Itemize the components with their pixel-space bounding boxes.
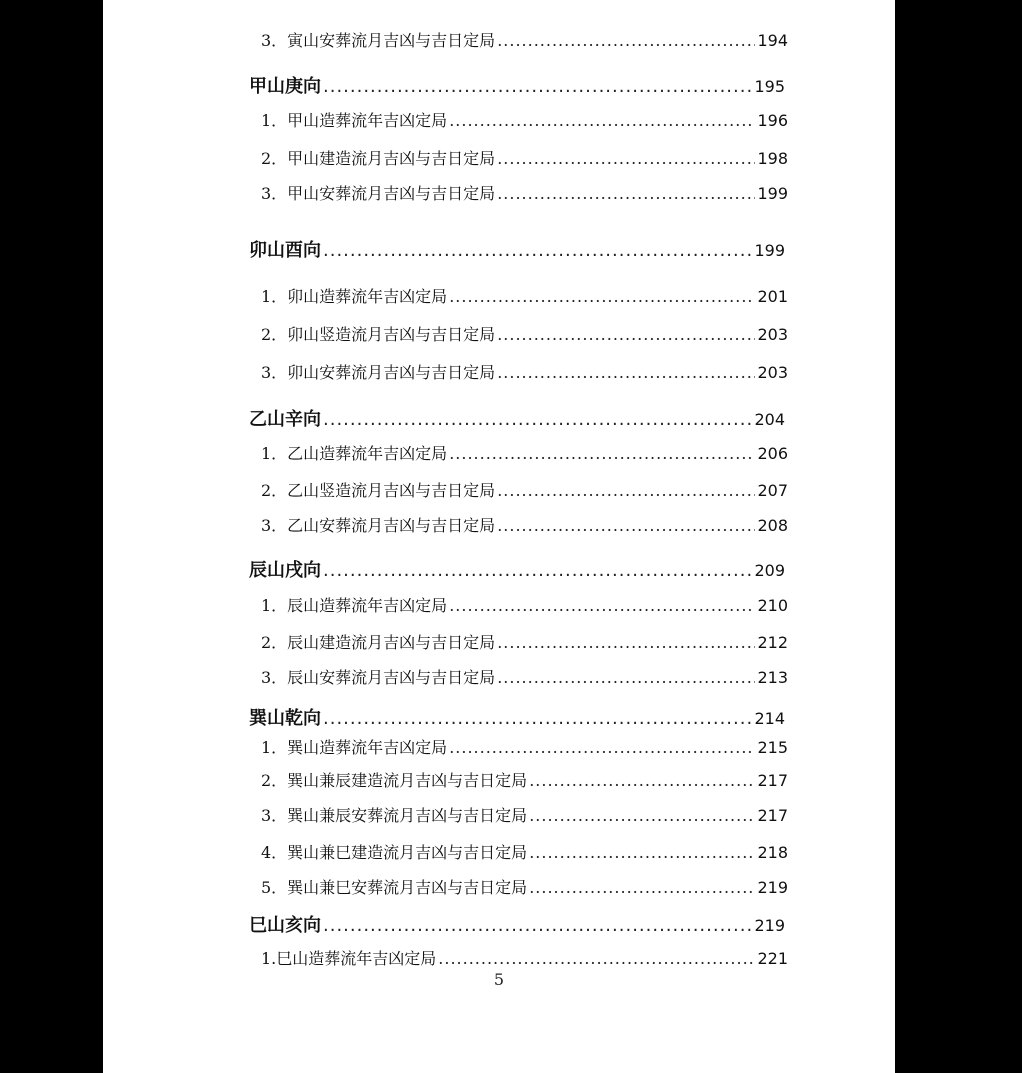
toc-dot-leader <box>449 444 755 463</box>
toc-dot-leader <box>529 771 755 790</box>
toc-dot-leader <box>323 240 752 261</box>
toc-entry-title: 1．辰山造葬流年吉凶定局 <box>261 596 448 615</box>
toc-subsection-entry <box>261 875 788 898</box>
toc-entry-page: 217 <box>757 771 788 790</box>
toc-dot-leader <box>323 409 752 430</box>
toc-dot-leader <box>497 481 755 500</box>
toc-entry-page: 219 <box>757 878 788 897</box>
toc-section-entry <box>249 236 785 262</box>
toc-section-entry <box>249 556 785 582</box>
toc-entry-title: 3．卯山安葬流月吉凶与吉日定局 <box>261 363 496 382</box>
toc-entry-page: 203 <box>757 363 788 382</box>
toc-section-entry <box>249 704 785 730</box>
toc-entry-page: 201 <box>757 287 788 306</box>
toc-entry-title: 甲山庚向 <box>249 76 321 97</box>
toc-entry-page: 206 <box>757 444 788 463</box>
toc-entry-title: 卯山酉向 <box>249 240 321 261</box>
toc-subsection-entry <box>261 360 788 383</box>
toc-subsection-entry <box>261 630 788 653</box>
toc-dot-leader <box>449 738 755 757</box>
toc-entry-page: 203 <box>757 325 788 344</box>
toc-subsection-entry <box>261 181 788 204</box>
page-number: 5 <box>493 970 505 989</box>
toc-entry-title: 乙山辛向 <box>249 409 321 430</box>
toc-entry-title: 巽山乾向 <box>249 708 321 729</box>
toc-entry-title: 1．巽山造葬流年吉凶定局 <box>261 738 448 757</box>
toc-dot-leader <box>438 949 755 968</box>
toc-entry-page: 198 <box>757 149 788 168</box>
toc-dot-leader <box>497 31 755 50</box>
toc-dot-leader <box>529 806 755 825</box>
document-page <box>103 0 895 1073</box>
toc-entry-title: 5．巽山兼巳安葬流月吉凶与吉日定局 <box>261 878 528 897</box>
toc-subsection-entry <box>261 108 788 131</box>
toc-entry-page: 215 <box>757 738 788 757</box>
toc-dot-leader <box>449 111 755 130</box>
toc-entry-title: 2．乙山竖造流月吉凶与吉日定局 <box>261 481 496 500</box>
toc-entry-page: 213 <box>757 668 788 687</box>
toc-subsection-entry <box>261 803 788 826</box>
toc-subsection-entry <box>261 768 788 791</box>
toc-entry-page: 208 <box>757 516 788 535</box>
toc-subsection-entry <box>261 593 788 616</box>
toc-entry-title: 3．乙山安葬流月吉凶与吉日定局 <box>261 516 496 535</box>
toc-entry-page: 194 <box>757 31 788 50</box>
toc-entry-title: 2．辰山建造流月吉凶与吉日定局 <box>261 633 496 652</box>
toc-entry-title: 1．乙山造葬流年吉凶定局 <box>261 444 448 463</box>
toc-entry-title: 4．巽山兼巳建造流月吉凶与吉日定局 <box>261 843 528 862</box>
toc-section-entry <box>249 405 785 431</box>
toc-entry-title: 1．甲山造葬流年吉凶定局 <box>261 111 448 130</box>
toc-subsection-entry <box>261 28 788 51</box>
toc-entry-title: 辰山戌向 <box>249 560 321 581</box>
toc-subsection-entry <box>261 840 788 863</box>
toc-subsection-entry <box>261 513 788 536</box>
toc-dot-leader <box>497 668 755 687</box>
toc-dot-leader <box>497 363 755 382</box>
toc-dot-leader <box>449 596 755 615</box>
toc-entry-page: 209 <box>754 561 785 580</box>
toc-entry-page: 199 <box>757 184 788 203</box>
toc-dot-leader <box>497 633 755 652</box>
toc-dot-leader <box>323 708 752 729</box>
toc-entry-title: 3．巽山兼辰安葬流月吉凶与吉日定局 <box>261 806 528 825</box>
toc-subsection-entry <box>261 284 788 307</box>
toc-entry-page: 207 <box>757 481 788 500</box>
toc-entry-page: 199 <box>754 241 785 260</box>
toc-subsection-entry <box>261 665 788 688</box>
toc-dot-leader <box>323 915 752 936</box>
toc-entry-page: 195 <box>754 77 785 96</box>
toc-subsection-entry <box>261 441 788 464</box>
toc-dot-leader <box>497 184 755 203</box>
toc-entry-title: 3．甲山安葬流月吉凶与吉日定局 <box>261 184 496 203</box>
toc-entry-title: 2．甲山建造流月吉凶与吉日定局 <box>261 149 496 168</box>
toc-entry-page: 212 <box>757 633 788 652</box>
toc-entry-title: 2．卯山竖造流月吉凶与吉日定局 <box>261 325 496 344</box>
toc-entry-title: 1.巳山造葬流年吉凶定局 <box>261 949 437 968</box>
toc-entry-title: 1．卯山造葬流年吉凶定局 <box>261 287 448 306</box>
toc-entry-page: 214 <box>754 709 785 728</box>
toc-dot-leader <box>497 516 755 535</box>
toc-subsection-entry <box>261 946 788 969</box>
toc-dot-leader <box>497 149 755 168</box>
toc-entry-page: 217 <box>757 806 788 825</box>
toc-entry-title: 巳山亥向 <box>249 915 321 936</box>
toc-section-entry <box>249 911 785 937</box>
toc-entry-page: 210 <box>757 596 788 615</box>
toc-dot-leader <box>497 325 755 344</box>
toc-entry-page: 218 <box>757 843 788 862</box>
toc-entry-page: 219 <box>754 916 785 935</box>
toc-dot-leader <box>323 560 752 581</box>
toc-entry-page: 196 <box>757 111 788 130</box>
toc-dot-leader <box>529 843 755 862</box>
toc-entry-page: 221 <box>757 949 788 968</box>
toc-dot-leader <box>323 76 752 97</box>
toc-subsection-entry <box>261 478 788 501</box>
toc-subsection-entry <box>261 322 788 345</box>
toc-section-entry <box>249 72 785 98</box>
toc-dot-leader <box>529 878 755 897</box>
toc-entry-page: 204 <box>754 410 785 429</box>
toc-entry-title: 3．寅山安葬流月吉凶与吉日定局 <box>261 31 496 50</box>
toc-entry-title: 2．巽山兼辰建造流月吉凶与吉日定局 <box>261 771 528 790</box>
toc-subsection-entry <box>261 735 788 758</box>
toc-entry-title: 3．辰山安葬流月吉凶与吉日定局 <box>261 668 496 687</box>
toc-subsection-entry <box>261 146 788 169</box>
toc-dot-leader <box>449 287 755 306</box>
